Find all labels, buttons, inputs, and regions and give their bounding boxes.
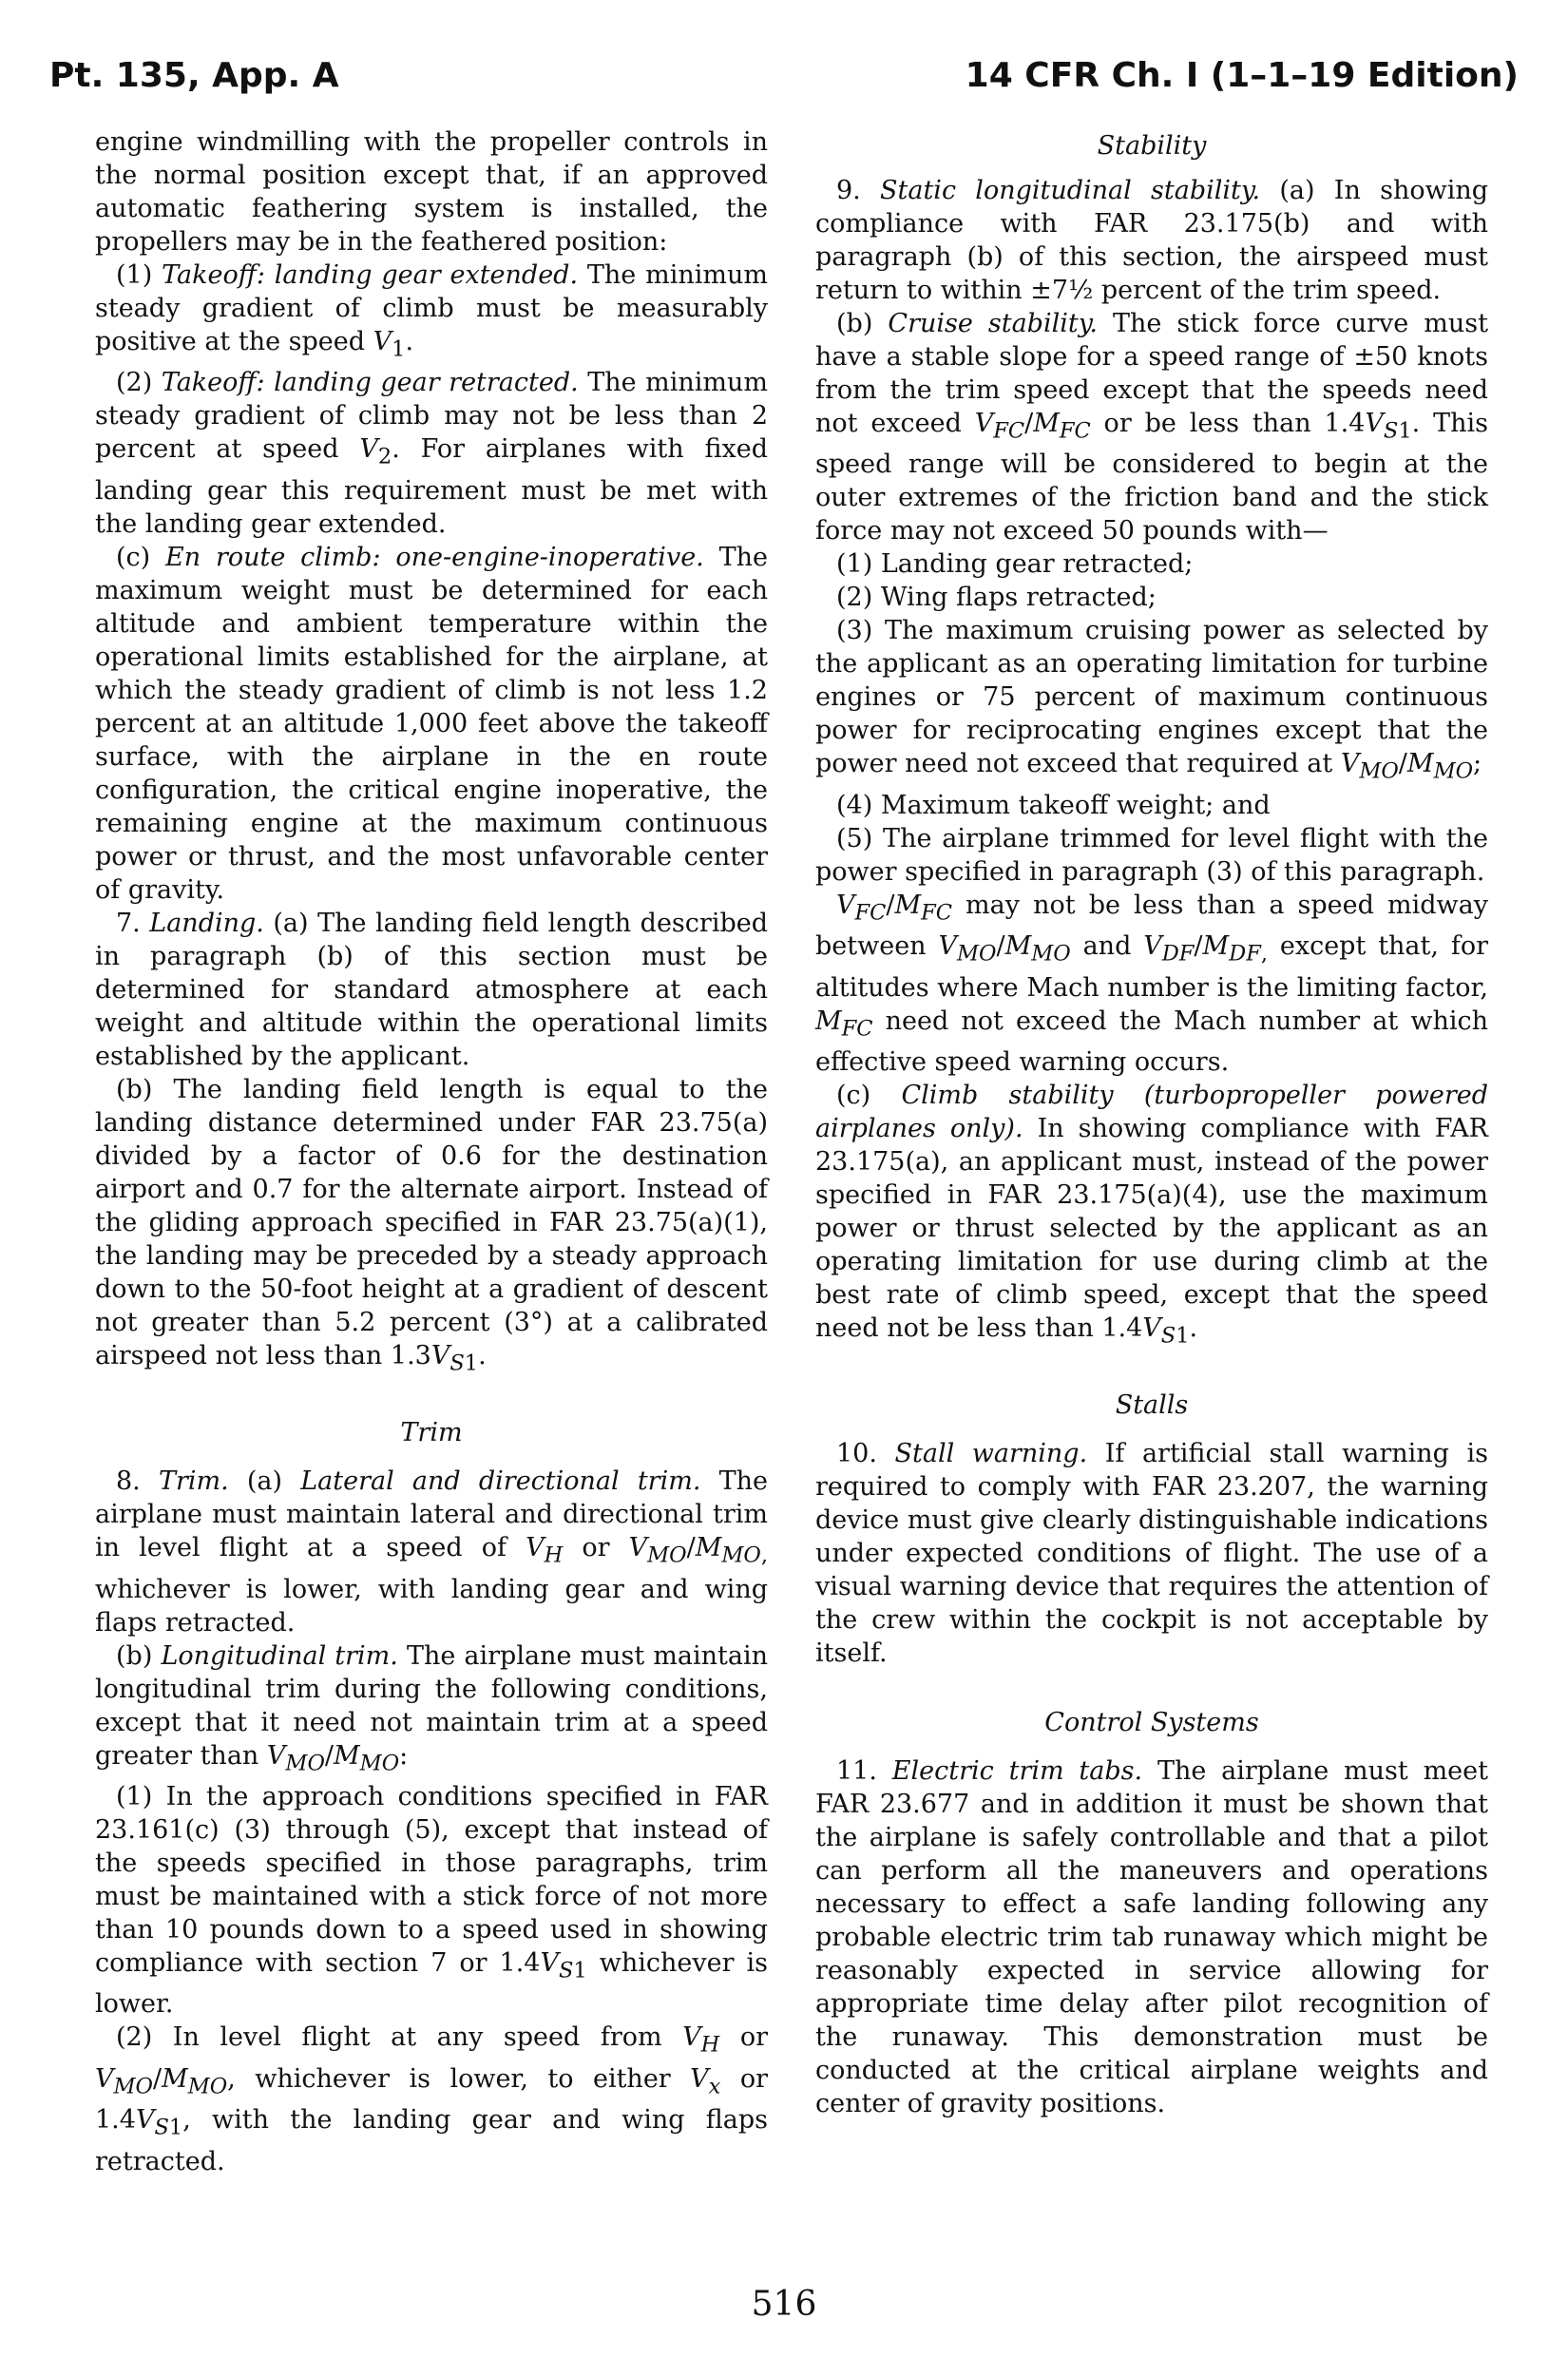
paragraph: (2) In level flight at any speed from $V_H$ or $V_{MO}/M_{MO}$, whichever is lower, to either $V_x$ or $1.4V_{S1}$, with the landing gear and wing flaps retracted. xyxy=(95,2022,768,2176)
paragraph: 9. Static longitudinal stability. (a) In showing compliance with FAR 23.175(b) and with paragraph (b) of this section, the airspeed must return to within ±7½ percent of the trim speed. xyxy=(815,176,1489,305)
paragraph: (b) Cruise stability. The stick force curve must have a stable slope for a speed range of ±50 knots from the trim speed except that the speeds need not exceed $V_{FC}/M_{FC}$ or be less than $1.4V_{S1}$. This speed range will be considered to begin at the outer extremes of the friction band and the stick force may not exceed 50 pounds with— xyxy=(815,309,1489,546)
section-heading: Trim xyxy=(400,1418,463,1448)
header-edition: 14 CFR Ch. I (1–1–19 Edition) xyxy=(965,56,1519,95)
paragraph: (b) The landing field length is equal to the landing distance determined under FAR 23.75(a) divided by a factor of 0.6 for the destination airport and 0.7 for the alternate airport. Instead of the gliding approach specified in FAR 23.75(a)(1), the landing may be preceded by a steady approach down to the 50-foot height at a gradient of descent not greater than 5.2 percent (3°) at a calibrated airspeed not less than $1.3V_{S1}$. xyxy=(95,1074,768,1376)
left-column xyxy=(95,125,768,2178)
section-heading: Stalls xyxy=(1115,1390,1189,1421)
paragraph: engine windmilling with the propeller controls in the normal position except that, if an approved automatic feathering system is installed, the propellers may be in the feathered position: xyxy=(95,127,768,257)
paragraph: $V_{FC}/M_{FC}$ may not be less than a speed midway between $V_{MO}/M_{MO}$ and $V_{DF}/M_{DF,}$ except that, for altitudes where Mach number is the limiting factor, $M_{FC}$ need not exceed the Mach number at which effective speed warning occurs. xyxy=(815,890,1489,1077)
header-part-reference: Pt. 135, App. A xyxy=(49,56,339,95)
paragraph: 7. Landing. (a) The landing field length described in paragraph (b) of this section must be determined for standard atmosphere at each weight and altitude within the operational limits established by the applicant. xyxy=(95,908,768,1071)
paragraph: (4) Maximum takeoff weight; and xyxy=(836,790,1271,820)
section-heading: Stability xyxy=(1097,131,1207,161)
paragraph: (2) Wing flaps retracted; xyxy=(836,583,1157,613)
paragraph: (1) In the approach conditions specified in FAR 23.161(c) (3) through (5), except that instead of the speeds specified in those paragraphs, trim must be maintained with a stick force of not more than 10 pounds down to a speed used in showing compliance with section 7 or $1.4V_{S1}$ whichever is lower. xyxy=(95,1781,768,2020)
paragraph: (1) Takeoff: landing gear extended. The minimum steady gradient of climb must be measurably positive at the speed $V_1$. xyxy=(95,260,768,362)
paragraph: (b) Longitudinal trim. The airplane must maintain longitudinal trim during the following conditions, except that it need not maintain trim at a speed greater than $V_{MO}/M_{MO}$: xyxy=(95,1640,768,1775)
right-column xyxy=(815,125,1488,2120)
paragraph: (c) En route climb: one-engine-inoperative. The maximum weight must be determined for each altitude and ambient temperature within the operational limits established for the airplane, at which the steady gradient of climb is not less 1.2 percent at an altitude 1,000 feet above the takeoff surface, with the airplane in the en route configuration, the critical engine inoperative, the remaining engine at the maximum continuous power or thrust, and the most unfavorable center of gravity. xyxy=(95,542,768,905)
paragraph: 8. Trim. (a) Lateral and directional trim. The airplane must maintain lateral and directional trim in level flight at a speed of $V_H$ or $V_{MO}/M_{MO,}$ whichever is lower, with landing gear and wing flaps retracted. xyxy=(95,1466,768,1638)
paragraph: (2) Takeoff: landing gear retracted. The minimum steady gradient of climb may not be less than 2 percent at speed $V_2$. For airplanes with fixed landing gear this requirement must be met with the landing gear extended. xyxy=(95,368,768,539)
paragraph: (c) Climb stability (turbopropeller powered airplanes only). In showing compliance with FAR 23.175(a), an applicant must, instead of the power specified in FAR 23.175(a)(4), use the maximum power or thrust selected by the applicant as an operating limitation for use during climb at the best rate of climb speed, except that the speed need not be less than $1.4V_{S1}$. xyxy=(815,1080,1488,1349)
paragraph: (1) Landing gear retracted; xyxy=(836,549,1194,580)
section-heading: Control Systems xyxy=(1044,1708,1259,1738)
paragraph: 11. Electric trim tabs. The airplane must meet FAR 23.677 and in addition it must be shown that the airplane is safely controllable and that a pilot can perform all the maneuvers and operations necessary to effect a safe landing following any probable electric trim tab runaway which might be reasonably expected in service allowing for appropriate time delay after pilot recognition of the runaway. This demonstration must be conducted at the critical airplane weights and center of gravity positions. xyxy=(815,1756,1488,2119)
page-number: 516 xyxy=(751,2285,817,2324)
paragraph: (3) The maximum cruising power as selected by the applicant as an operating limitation for turbine engines or 75 percent of maximum continuous power for reciprocating engines except that the power need not exceed that required at $V_{MO}/M_{MO}$; xyxy=(815,616,1488,784)
running-header xyxy=(49,49,1519,103)
paragraph: (5) The airplane trimmed for level flight with the power specified in paragraph (3) of this paragraph. xyxy=(815,823,1488,887)
paragraph: 10. Stall warning. If artificial stall warning is required to comply with FAR 23.207, the warning device must give clearly distinguishable indications under expected conditions of flight. The use of a visual warning device that requires the attention of the crew within the cockpit is not acceptable by itself. xyxy=(815,1439,1488,1669)
